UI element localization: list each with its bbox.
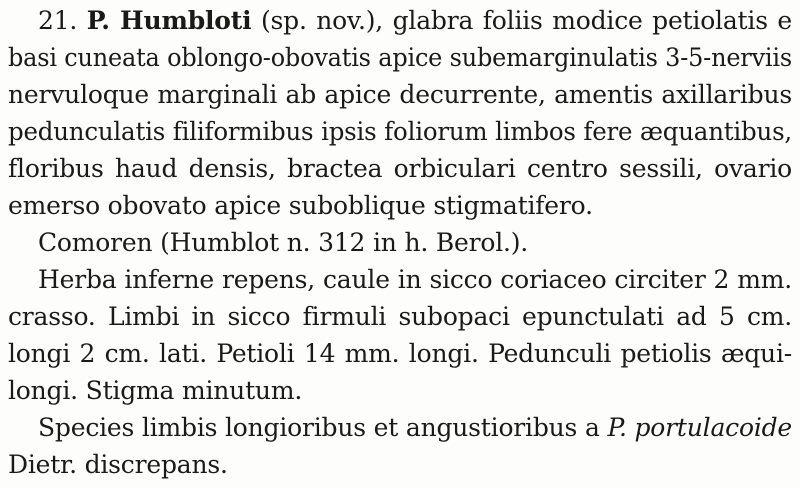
locality: Comoren (Humblot n. 312 in h. Berol.). (38, 228, 529, 257)
description-line-2: crasso. Limbi in sicco firmuli subopaci epunctulati ad 5 cm. (8, 302, 792, 331)
description-line-4: longi. Stigma minutum. (8, 376, 303, 405)
description-line-3: longi 2 cm. lati. Petioli 14 mm. longi. Pedunculi petiolis æqui- (8, 339, 792, 368)
entry-number: 21. (38, 6, 78, 35)
diagnosis-line-5: floribus haud densis, bractea orbiculari centro sessili, ovario (8, 154, 792, 183)
species-status: (sp. nov.), (260, 6, 384, 35)
diagnosis-line-3: nervuloque marginali ab apice decurrente, amentis axillaribus (8, 80, 792, 109)
species-name: P. Humbloti (86, 6, 252, 35)
diagnosis-line-1: glabra foliis modice petiolatis e (392, 6, 792, 35)
diagnosis-line-2: basi cuneata oblongo-obovatis apice subemarginulatis 3-5-nerviis (8, 43, 792, 72)
note-first-line (38, 413, 792, 443)
note-text: Species limbis longioribus et angustioribus a (38, 413, 600, 442)
note-last-line: Dietr. discrepans. (8, 450, 228, 479)
diagnosis-line-6: emerso obovato apice suboblique stigmatifero. (8, 191, 593, 220)
note-taxon: P. portulacoide (607, 413, 793, 442)
diagnosis-line-4: pedunculatis filiformibus ipsis foliorum limbos fere æquantibus, (8, 117, 793, 146)
entry-first-line (38, 6, 792, 36)
description-line-1: Herba inferne repens, caule in sicco coriaceo circiter 2 mm. (38, 265, 792, 294)
